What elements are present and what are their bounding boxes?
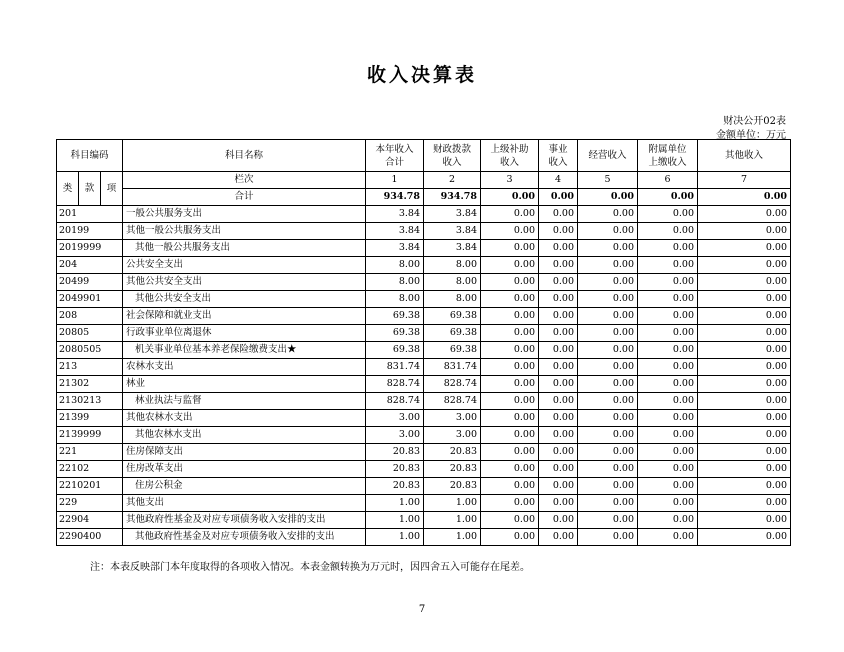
amount-cell: 0.00 [539,291,578,308]
amount-cell: 0.00 [578,512,638,529]
amount-cell: 8.00 [424,291,481,308]
amount-cell: 0.00 [481,478,539,495]
amount-cell: 0.00 [638,478,698,495]
table-row [57,342,791,359]
amount-cell: 0.00 [481,376,539,393]
amount-cell: 0.00 [539,444,578,461]
amount-cell: 69.38 [424,308,481,325]
total-cell: 0.00 [481,189,539,206]
subject-name: 其他支出 [123,495,366,512]
table-row [57,376,791,393]
amount-cell: 0.00 [698,495,791,512]
amount-cell: 0.00 [638,461,698,478]
header-row [57,140,791,172]
table-row [57,410,791,427]
amount-cell: 0.00 [539,376,578,393]
amount-cell: 0.00 [698,325,791,342]
table-row [57,495,791,512]
subject-code: 2080505 [57,342,123,359]
amount-cell: 8.00 [366,274,424,291]
amount-cell: 0.00 [698,376,791,393]
amount-cell: 0.00 [481,512,539,529]
col-number: 1 [366,172,424,189]
amount-cell: 828.74 [366,376,424,393]
amount-cell: 0.00 [481,410,539,427]
subject-name: 一般公共服务支出 [123,206,366,223]
amount-cell: 0.00 [638,291,698,308]
amount-cell: 0.00 [539,478,578,495]
amount-cell: 0.00 [481,461,539,478]
subject-code: 2019999 [57,240,123,257]
amount-cell: 0.00 [698,308,791,325]
amount-cell: 0.00 [539,274,578,291]
amount-cell: 0.00 [578,376,638,393]
amount-cell: 0.00 [638,223,698,240]
amount-cell: 0.00 [578,495,638,512]
amount-cell: 0.00 [638,240,698,257]
amount-cell: 1.00 [366,512,424,529]
total-cell: 934.78 [366,189,424,206]
amount-cell: 0.00 [539,206,578,223]
amount-cell: 3.00 [424,410,481,427]
amount-cell: 1.00 [424,512,481,529]
amount-cell: 8.00 [424,257,481,274]
col-number: 5 [578,172,638,189]
subject-code: 208 [57,308,123,325]
amount-cell: 1.00 [366,495,424,512]
amount-cell: 828.74 [424,376,481,393]
amount-cell: 1.00 [424,495,481,512]
total-cell: 0.00 [539,189,578,206]
header-col5: 经营收入 [578,140,638,172]
amount-cell: 0.00 [638,495,698,512]
amount-cell: 0.00 [481,529,539,546]
amount-cell: 0.00 [578,529,638,546]
amount-cell: 0.00 [578,342,638,359]
subject-name: 行政事业单位离退休 [123,325,366,342]
amount-cell: 20.83 [366,444,424,461]
amount-cell: 0.00 [698,444,791,461]
amount-cell: 3.84 [424,206,481,223]
header-col2: 财政拨款 收入 [424,140,481,172]
footnote: 注：本表反映部门本年度取得的各项收入情况。本表金额转换为万元时，因四舍五入可能存在尾差。 [90,562,530,573]
amount-cell: 0.00 [578,291,638,308]
amount-cell: 0.00 [698,359,791,376]
subject-code: 2130213 [57,393,123,410]
amount-cell: 0.00 [578,274,638,291]
header-name: 科目名称 [123,140,366,172]
amount-cell: 0.00 [481,427,539,444]
amount-cell: 0.00 [698,529,791,546]
amount-cell: 0.00 [698,274,791,291]
amount-cell: 69.38 [366,342,424,359]
amount-cell: 0.00 [638,342,698,359]
amount-cell: 0.00 [638,325,698,342]
amount-cell: 0.00 [698,223,791,240]
amount-cell: 0.00 [539,308,578,325]
subject-code: 229 [57,495,123,512]
subject-name: 农林水支出 [123,359,366,376]
amount-cell: 0.00 [638,359,698,376]
subject-name: 社会保障和就业支出 [123,308,366,325]
table-row [57,359,791,376]
amount-cell: 0.00 [578,308,638,325]
amount-cell: 0.00 [638,410,698,427]
amount-cell: 0.00 [481,325,539,342]
header-xiang: 项 [101,172,123,206]
amount-cell: 3.84 [424,223,481,240]
amount-cell: 3.00 [366,427,424,444]
table-body [57,206,791,546]
table-row [57,393,791,410]
table-row [57,291,791,308]
amount-cell: 0.00 [481,257,539,274]
header-col6: 附属单位 上缴收入 [638,140,698,172]
amount-cell: 0.00 [539,342,578,359]
subject-code: 213 [57,359,123,376]
subject-name: 其他政府性基金及对应专项债务收入安排的支出 [123,529,366,546]
amount-cell: 0.00 [539,240,578,257]
document-title: 收入决算表 [366,64,477,86]
amount-cell: 8.00 [366,291,424,308]
subject-code: 22102 [57,461,123,478]
table-row [57,529,791,546]
amount-cell: 0.00 [481,495,539,512]
amount-cell: 69.38 [424,342,481,359]
total-cell: 0.00 [578,189,638,206]
amount-cell: 0.00 [539,495,578,512]
amount-cell: 0.00 [578,206,638,223]
amount-cell: 0.00 [578,257,638,274]
amount-cell: 0.00 [698,512,791,529]
amount-cell: 3.00 [366,410,424,427]
total-cell: 0.00 [638,189,698,206]
amount-cell: 0.00 [481,393,539,410]
subject-name: 住房公积金 [123,478,366,495]
amount-cell: 20.83 [424,478,481,495]
subject-code: 2290400 [57,529,123,546]
amount-cell: 0.00 [539,529,578,546]
table-row [57,461,791,478]
subject-code: 21399 [57,410,123,427]
amount-cell: 8.00 [366,257,424,274]
col-number: 3 [481,172,539,189]
subject-name: 其他政府性基金及对应专项债务收入安排的支出 [123,512,366,529]
amount-cell: 0.00 [578,478,638,495]
table-row [57,444,791,461]
table-row [57,223,791,240]
subject-code: 20499 [57,274,123,291]
amount-cell: 0.00 [638,308,698,325]
table-row [57,257,791,274]
amount-cell: 0.00 [539,223,578,240]
amount-cell: 0.00 [698,427,791,444]
amount-cell: 0.00 [481,274,539,291]
form-number: 财决公开02表 [723,116,786,127]
subject-name: 其他农林水支出 [123,410,366,427]
header-col1: 本年收入 合计 [366,140,424,172]
amount-cell: 0.00 [481,359,539,376]
amount-cell: 0.00 [638,512,698,529]
subject-code: 201 [57,206,123,223]
amount-cell: 831.74 [424,359,481,376]
amount-cell: 20.83 [366,461,424,478]
amount-cell: 0.00 [698,478,791,495]
amount-cell: 0.00 [539,393,578,410]
amount-cell: 0.00 [638,444,698,461]
amount-unit: 金额单位：万元 [716,130,786,141]
header-code: 科目编码 [57,140,123,172]
amount-cell: 1.00 [366,529,424,546]
subject-code: 2139999 [57,427,123,444]
amount-cell: 0.00 [481,342,539,359]
col-number: 4 [539,172,578,189]
subject-name: 机关事业单位基本养老保险缴费支出★ [123,342,366,359]
amount-cell: 0.00 [578,359,638,376]
amount-cell: 0.00 [578,393,638,410]
amount-cell: 0.00 [481,240,539,257]
subject-code: 204 [57,257,123,274]
amount-cell: 0.00 [698,206,791,223]
amount-cell: 69.38 [424,325,481,342]
subject-code: 21302 [57,376,123,393]
amount-cell: 0.00 [578,410,638,427]
amount-cell: 0.00 [578,444,638,461]
amount-cell: 0.00 [698,291,791,308]
amount-cell: 69.38 [366,325,424,342]
amount-cell: 0.00 [698,342,791,359]
total-cell: 934.78 [424,189,481,206]
amount-cell: 0.00 [578,427,638,444]
table-row [57,274,791,291]
amount-cell: 0.00 [539,512,578,529]
amount-cell: 0.00 [638,206,698,223]
amount-cell: 69.38 [366,308,424,325]
amount-cell: 0.00 [539,359,578,376]
amount-cell: 3.84 [366,223,424,240]
subject-name: 其他公共安全支出 [123,291,366,308]
header-kuan: 款 [79,172,101,206]
amount-cell: 828.74 [366,393,424,410]
amount-cell: 0.00 [698,257,791,274]
subject-code: 2049901 [57,291,123,308]
header-lei: 类 [57,172,79,206]
amount-cell: 3.00 [424,427,481,444]
amount-cell: 3.84 [366,240,424,257]
subject-name: 公共安全支出 [123,257,366,274]
total-label: 合计 [123,189,366,206]
amount-cell: 1.00 [424,529,481,546]
revenue-table [56,139,791,546]
page-number: 7 [418,604,426,615]
amount-cell: 0.00 [539,325,578,342]
amount-cell: 0.00 [578,461,638,478]
amount-cell: 0.00 [578,240,638,257]
table-row [57,240,791,257]
amount-cell: 0.00 [698,393,791,410]
table-row [57,206,791,223]
subject-name: 住房保障支出 [123,444,366,461]
table-row [57,308,791,325]
amount-cell: 20.83 [366,478,424,495]
subject-name: 其他公共安全支出 [123,274,366,291]
subject-code: 22904 [57,512,123,529]
amount-cell: 3.84 [366,206,424,223]
table-row [57,512,791,529]
amount-cell: 0.00 [481,206,539,223]
subject-name: 其他一般公共服务支出 [123,223,366,240]
lanci-row [57,172,791,189]
amount-cell: 0.00 [481,444,539,461]
subject-name: 住房改革支出 [123,461,366,478]
subject-code: 2210201 [57,478,123,495]
amount-cell: 0.00 [539,427,578,444]
amount-cell: 0.00 [578,223,638,240]
header-col4: 事业 收入 [539,140,578,172]
amount-cell: 3.84 [424,240,481,257]
col-number: 7 [698,172,791,189]
lanci-label: 栏次 [123,172,366,189]
amount-cell: 828.74 [424,393,481,410]
subject-name: 林业执法与监督 [123,393,366,410]
amount-cell: 0.00 [638,529,698,546]
amount-cell: 0.00 [539,410,578,427]
subject-name: 其他一般公共服务支出 [123,240,366,257]
amount-cell: 0.00 [698,461,791,478]
subject-code: 221 [57,444,123,461]
amount-cell: 0.00 [481,308,539,325]
subject-code: 20805 [57,325,123,342]
subject-code: 20199 [57,223,123,240]
amount-cell: 0.00 [481,223,539,240]
subject-name: 其他农林水支出 [123,427,366,444]
total-cell: 0.00 [698,189,791,206]
header-col7: 其他收入 [698,140,791,172]
col-number: 6 [638,172,698,189]
amount-cell: 0.00 [638,393,698,410]
table-row [57,478,791,495]
amount-cell: 0.00 [698,240,791,257]
amount-cell: 0.00 [638,427,698,444]
table-row [57,325,791,342]
amount-cell: 20.83 [424,461,481,478]
header-col3: 上级补助 收入 [481,140,539,172]
amount-cell: 0.00 [638,257,698,274]
col-number: 2 [424,172,481,189]
subject-name: 林业 [123,376,366,393]
amount-cell: 0.00 [578,325,638,342]
amount-cell: 8.00 [424,274,481,291]
amount-cell: 0.00 [539,257,578,274]
amount-cell: 0.00 [698,410,791,427]
amount-cell: 20.83 [424,444,481,461]
amount-cell: 0.00 [539,461,578,478]
table-row [57,427,791,444]
total-row [57,189,791,206]
amount-cell: 0.00 [481,291,539,308]
amount-cell: 0.00 [638,376,698,393]
amount-cell: 0.00 [638,274,698,291]
amount-cell: 831.74 [366,359,424,376]
